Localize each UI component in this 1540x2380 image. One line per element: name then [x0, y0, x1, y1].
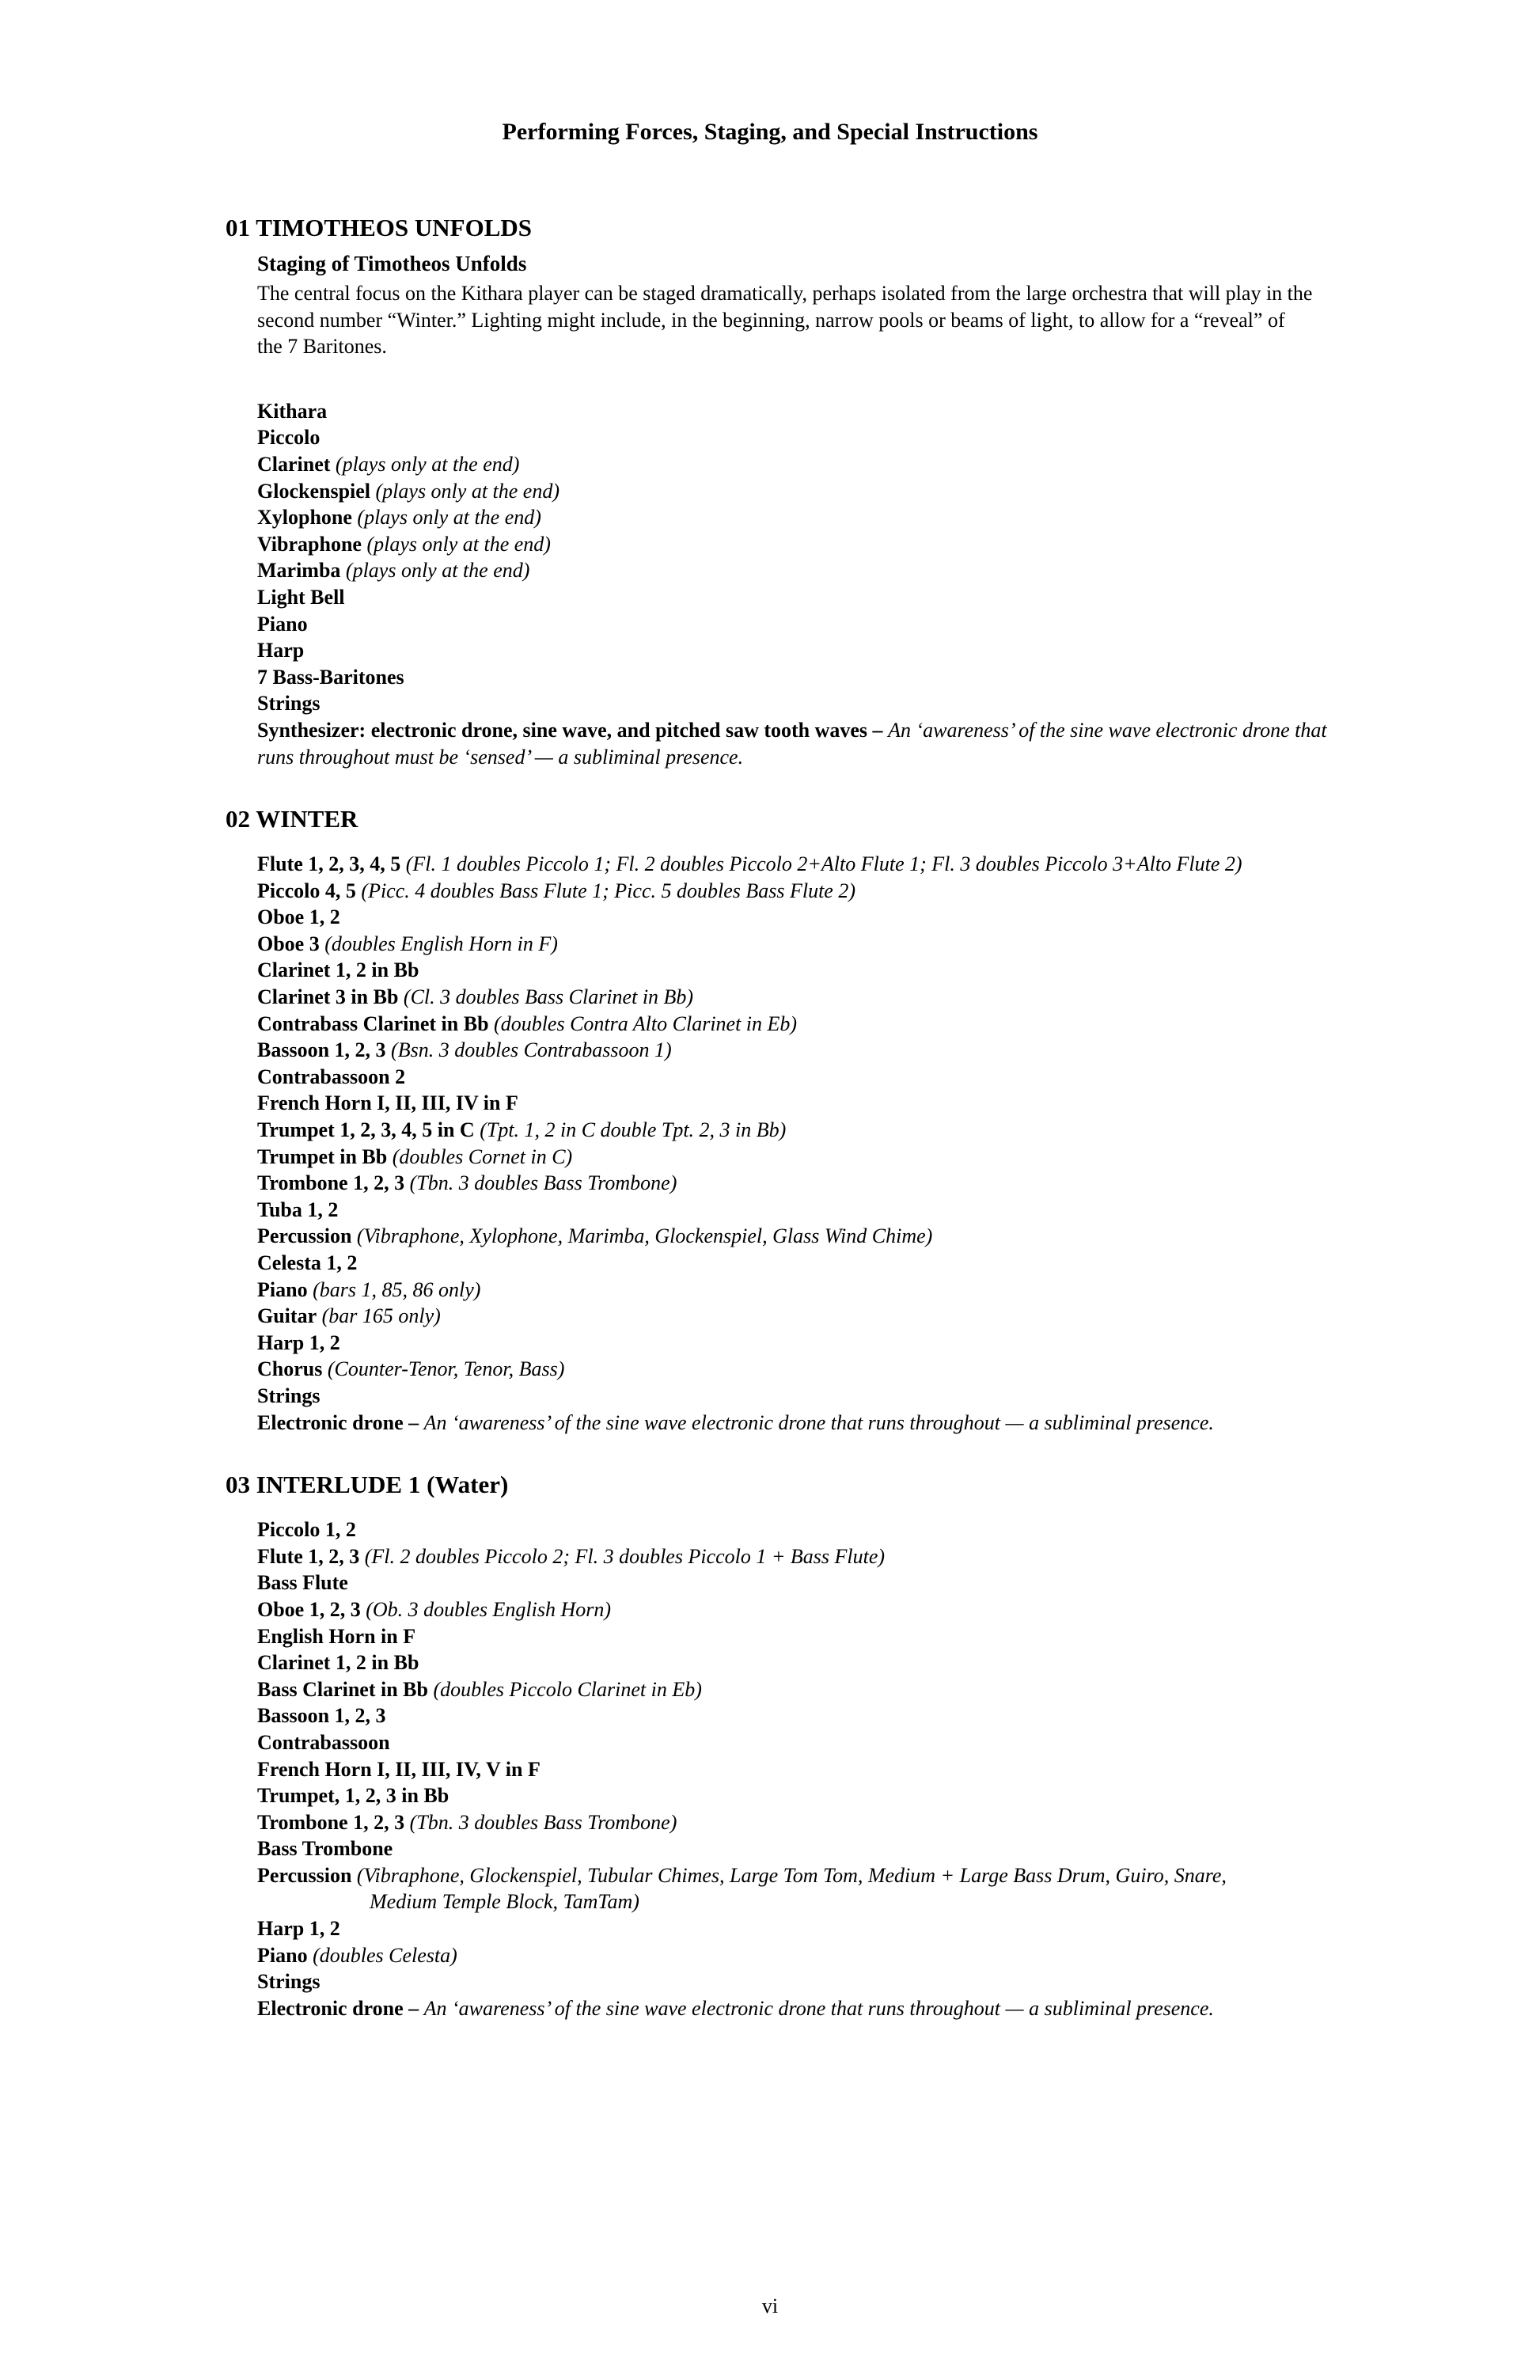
- instrument-note: (Vibraphone, Glockenspiel, Tubular Chimes, Large Tom Tom, Medium + Large Bass Drum, Guiro, Snare,: [356, 1863, 1227, 1887]
- section-number: 03: [226, 1471, 250, 1499]
- instrument-note: (Vibraphone, Xylophone, Marimba, Glockenspiel, Glass Wind Chime): [356, 1224, 933, 1248]
- instrument-name: Bass Trombone: [257, 1837, 393, 1861]
- instrument-name: Synthesizer: electronic drone, sine wave, and pitched saw tooth waves –: [257, 718, 883, 742]
- instrument-note: (Bsn. 3 doubles Contrabassoon 1): [391, 1038, 672, 1062]
- instrument-line: [257, 1543, 1357, 1570]
- instrument-line: [257, 664, 1357, 691]
- instrument-list: [257, 851, 1357, 1436]
- instrument-name: Harp: [257, 639, 305, 662]
- instrument-line: [257, 931, 1357, 958]
- section-paragraph: The central focus on the Kithara player can be staged dramatically, perhaps isolated from the large orchestra that will play in the second number “Winter.” Lighting might include, in the beginning, narrow pools or beams of light, to allow for a “reveal” of the 7 Baritones.: [257, 282, 1313, 359]
- instrument-line: [257, 1649, 1357, 1676]
- instrument-name: Bassoon 1, 2, 3: [257, 1038, 386, 1062]
- instrument-name: Oboe 3: [257, 932, 320, 955]
- instrument-line: [257, 1410, 1357, 1437]
- instrument-name: Percussion: [257, 1224, 352, 1248]
- instrument-name: Guitar: [257, 1304, 317, 1328]
- instrument-line: [257, 1942, 1357, 1969]
- instrument-note: (plays only at the end): [375, 479, 560, 503]
- instrument-line: [257, 1250, 1357, 1277]
- instrument-name: Chorus: [257, 1357, 323, 1381]
- instrument-name: Strings: [257, 1970, 321, 1994]
- section-title: TIMOTHEOS UNFOLDS: [256, 214, 533, 241]
- instrument-line: [257, 904, 1357, 931]
- instrument-list: [257, 398, 1357, 770]
- instrument-line: [257, 1011, 1357, 1038]
- instrument-line: [257, 1995, 1357, 2022]
- instrument-note: An ‘awareness’ of the sine wave electronic drone that runs throughout — a subliminal presence.: [423, 1996, 1214, 2020]
- instrument-name: Trombone 1, 2, 3: [257, 1810, 405, 1834]
- instrument-note: (doubles Cornet in C): [392, 1144, 573, 1168]
- instrument-line: [257, 451, 1357, 478]
- instrument-name: Vibraphone: [257, 532, 362, 556]
- instrument-line: [257, 1596, 1357, 1623]
- instrument-line: [257, 1090, 1357, 1117]
- instrument-name: Glockenspiel: [257, 479, 371, 503]
- instrument-line: [257, 1223, 1357, 1250]
- instrument-line: [257, 1756, 1357, 1783]
- instrument-note: (doubles English Horn in F): [324, 932, 558, 955]
- instrument-line: [257, 1117, 1357, 1144]
- instrument-name: Harp 1, 2: [257, 1917, 340, 1941]
- sections: [0, 212, 1540, 2021]
- instrument-note: (doubles Celesta): [313, 1943, 457, 1967]
- instrument-line: [257, 1782, 1357, 1809]
- instrument-name: French Horn I, II, III, IV in F: [257, 1091, 518, 1115]
- instrument-line: [257, 478, 1357, 505]
- section: [0, 1469, 1540, 2021]
- instrument-name: Kithara: [257, 399, 328, 423]
- instrument-line: [257, 504, 1357, 531]
- instrument-line: [257, 1037, 1357, 1064]
- page-title: Performing Forces, Staging, and Special Instructions: [502, 119, 1038, 145]
- instrument-line: [257, 557, 1357, 584]
- instrument-name: Light Bell: [257, 585, 345, 609]
- instrument-name: Contrabass Clarinet in Bb: [257, 1012, 489, 1035]
- instrument-note: An ‘awareness’ of the sine wave electronic drone that runs throughout — a subliminal presence.: [423, 1410, 1214, 1434]
- instrument-line: [257, 584, 1357, 611]
- instrument-name: Flute 1, 2, 3: [257, 1544, 360, 1568]
- instrument-line: [257, 1862, 1357, 1915]
- section-number: 01: [226, 214, 250, 241]
- instrument-note: (Fl. 2 doubles Piccolo 2; Fl. 3 doubles Piccolo 1 + Bass Flute): [364, 1544, 886, 1568]
- instrument-note: (Counter-Tenor, Tenor, Bass): [327, 1357, 565, 1381]
- instrument-name: Flute 1, 2, 3, 4, 5: [257, 852, 401, 876]
- instrument-name: Piano: [257, 1943, 308, 1967]
- instrument-name: Tuba 1, 2: [257, 1198, 339, 1221]
- instrument-name: Piccolo: [257, 426, 321, 450]
- instrument-name: Clarinet: [257, 452, 331, 476]
- instrument-note: (Fl. 1 doubles Piccolo 1; Fl. 2 doubles Piccolo 2+Alto Flute 1; Fl. 3 doubles Piccolo 3+Alto Flute 2): [405, 852, 1242, 876]
- instrument-name: English Horn in F: [257, 1624, 416, 1648]
- instrument-note: (Picc. 4 doubles Bass Flute 1; Picc. 5 doubles Bass Flute 2): [361, 879, 856, 902]
- section-title: INTERLUDE 1 (Water): [256, 1471, 509, 1499]
- instrument-line: [257, 1303, 1357, 1330]
- instrument-line: [257, 1623, 1357, 1650]
- instrument-line: [257, 878, 1357, 905]
- instrument-line: [257, 398, 1357, 425]
- instrument-name: Bassoon 1, 2, 3: [257, 1704, 386, 1728]
- instrument-name: Trumpet in Bb: [257, 1144, 388, 1168]
- instrument-name: Electronic drone –: [257, 1410, 419, 1434]
- instrument-note: (plays only at the end): [366, 532, 551, 556]
- instrument-line: [257, 1064, 1357, 1091]
- instrument-line: [257, 984, 1357, 1011]
- instrument-name: Strings: [257, 692, 321, 716]
- instrument-line: [257, 1676, 1357, 1703]
- instrument-note: (plays only at the end): [345, 559, 530, 583]
- instrument-name: French Horn I, II, III, IV, V in F: [257, 1757, 541, 1781]
- instrument-name: Trumpet 1, 2, 3, 4, 5 in C: [257, 1118, 475, 1142]
- instrument-note: (plays only at the end): [357, 506, 541, 530]
- page-number: vi: [761, 2295, 779, 2317]
- instrument-line: [257, 1968, 1357, 1995]
- instrument-name: Piano: [257, 612, 308, 636]
- section-heading: [226, 212, 1540, 244]
- instrument-name: Clarinet 1, 2 in Bb: [257, 1651, 419, 1675]
- instrument-name: Clarinet 3 in Bb: [257, 985, 399, 1009]
- instrument-name: Harp 1, 2: [257, 1330, 340, 1354]
- instrument-name: Trumpet, 1, 2, 3 in Bb: [257, 1784, 449, 1808]
- instrument-line: [257, 1729, 1357, 1756]
- section: [0, 803, 1540, 1436]
- instrument-line: [257, 611, 1357, 638]
- instrument-line: [257, 1144, 1357, 1171]
- instrument-name: Strings: [257, 1384, 321, 1407]
- instrument-name: Oboe 1, 2: [257, 905, 340, 929]
- instrument-name: Piccolo 4, 5: [257, 879, 356, 902]
- instrument-line: [257, 1277, 1357, 1304]
- instrument-line: [257, 1197, 1357, 1224]
- instrument-name: Clarinet 1, 2 in Bb: [257, 958, 419, 982]
- instrument-name: Piano: [257, 1277, 308, 1301]
- instrument-name: Trombone 1, 2, 3: [257, 1171, 405, 1195]
- instrument-line: [257, 531, 1357, 558]
- instrument-note: (Tbn. 3 doubles Bass Trombone): [409, 1810, 677, 1834]
- instrument-line: [257, 637, 1357, 664]
- instrument-note: (bars 1, 85, 86 only): [313, 1277, 481, 1301]
- instrument-line: [257, 957, 1357, 984]
- instrument-note: (doubles Piccolo Clarinet in Eb): [433, 1677, 702, 1701]
- instrument-name: Percussion: [257, 1863, 352, 1887]
- section-heading: [226, 1469, 1540, 1501]
- instrument-name: Xylophone: [257, 506, 352, 530]
- instrument-name: Contrabassoon: [257, 1730, 390, 1754]
- instrument-line: [257, 1383, 1357, 1410]
- instrument-name: Celesta 1, 2: [257, 1251, 358, 1274]
- instrument-line: [257, 424, 1357, 451]
- instrument-name: Bass Clarinet in Bb: [257, 1677, 428, 1701]
- instrument-note: An ‘awareness’ of the sine wave electronic drone that runs throughout must be ‘sensed’ — a subliminal presence.: [257, 718, 1327, 769]
- instrument-line: [257, 690, 1357, 717]
- section: [0, 212, 1540, 770]
- instrument-line: [257, 851, 1357, 878]
- section-heading: [226, 803, 1540, 835]
- section-number: 02: [226, 805, 250, 833]
- instrument-note: (plays only at the end): [335, 452, 520, 476]
- instrument-line: [257, 1170, 1357, 1197]
- instrument-note: (bar 165 only): [321, 1304, 441, 1328]
- instrument-name: Oboe 1, 2, 3: [257, 1597, 361, 1621]
- instrument-note: (Cl. 3 doubles Bass Clarinet in Bb): [403, 985, 694, 1009]
- instrument-name: Piccolo 1, 2: [257, 1518, 356, 1542]
- instrument-line: [257, 1516, 1357, 1543]
- instrument-line: [257, 1835, 1357, 1862]
- section-title: WINTER: [256, 805, 358, 833]
- instrument-line: [257, 1809, 1357, 1836]
- instrument-name: Marimba: [257, 559, 341, 583]
- instrument-line: [257, 1356, 1357, 1383]
- instrument-name: 7 Bass-Baritones: [257, 665, 404, 689]
- section-subheading: Staging of Timotheos Unfolds: [257, 252, 527, 275]
- instrument-line: [257, 1330, 1357, 1357]
- instrument-line: [257, 1702, 1357, 1729]
- instrument-name: Bass Flute: [257, 1571, 348, 1595]
- instrument-line: [257, 1570, 1357, 1596]
- instrument-list: [257, 1516, 1357, 2021]
- instrument-name: Electronic drone –: [257, 1996, 419, 2020]
- instrument-note: (Tpt. 1, 2 in C double Tpt. 2, 3 in Bb): [480, 1118, 787, 1142]
- instrument-line: [257, 717, 1357, 770]
- instrument-line: [257, 1915, 1357, 1942]
- instrument-note: (doubles Contra Alto Clarinet in Eb): [494, 1012, 798, 1035]
- instrument-note: (Tbn. 3 doubles Bass Trombone): [409, 1171, 677, 1195]
- instrument-name: Contrabassoon 2: [257, 1065, 406, 1088]
- instrument-note-continuation: Medium Temple Block, TamTam): [370, 1890, 639, 1914]
- instrument-note: (Ob. 3 doubles English Horn): [366, 1597, 612, 1621]
